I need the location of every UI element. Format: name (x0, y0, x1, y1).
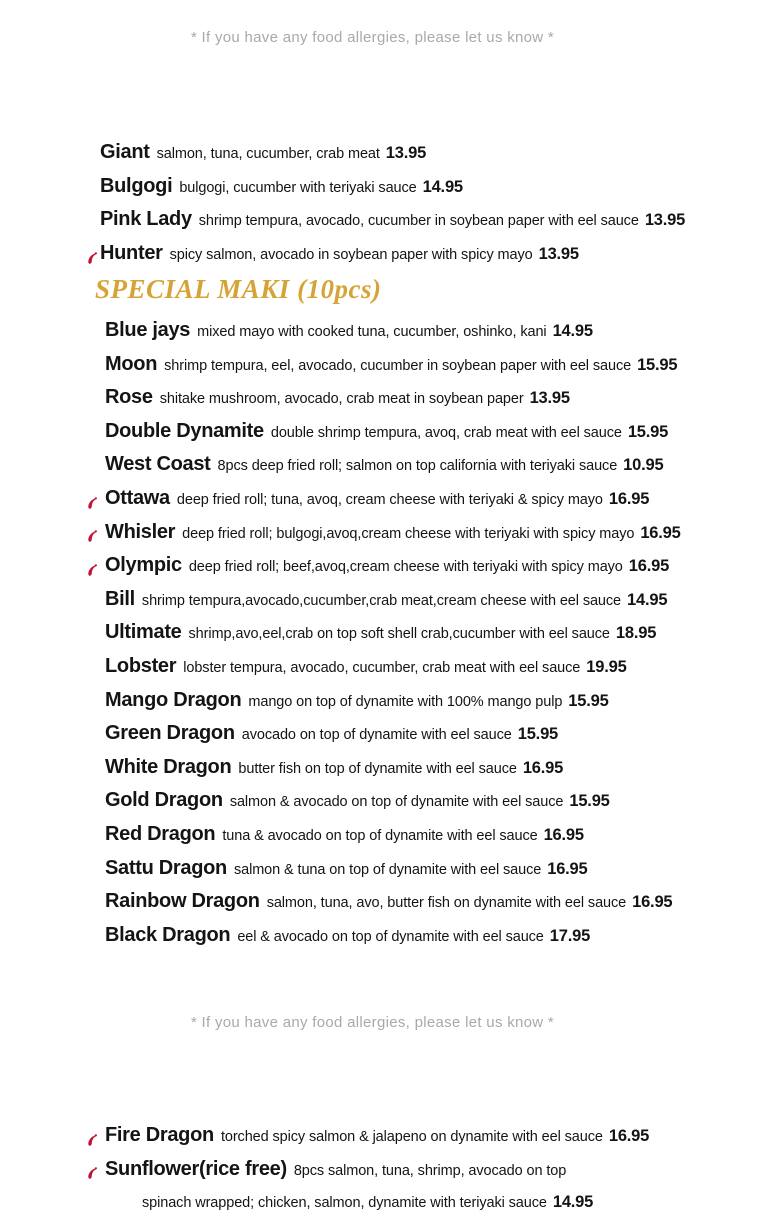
menu-item-description: butter fish on top of dynamite with eel sauce (238, 760, 517, 777)
menu-item-name: Red Dragon (105, 822, 216, 845)
menu-item-name: Green Dragon (105, 722, 235, 745)
menu-item-name: Rose (105, 386, 153, 409)
allergy-note-top: * If you have any food allergies, please let us know * (190, 29, 555, 46)
menu-item-row (0, 650, 771, 684)
menu-item-description: salmon & avocado on top of dynamite with eel sauce (229, 794, 564, 811)
menu-item-price: 15.95 (627, 422, 669, 441)
menu-item-row (0, 415, 771, 449)
chili-pepper-icon (85, 245, 100, 260)
menu-item-row (0, 1153, 771, 1187)
menu-item-description: shitake mushroom, avocado, crab meat in soybean paper (159, 391, 524, 408)
menu-item-name: Rainbow Dragon (105, 890, 260, 913)
menu-item-name: Sattu Dragon (105, 856, 227, 879)
menu-group-special-maki (0, 314, 771, 952)
menu-item-price: 14.95 (552, 322, 593, 340)
menu-item-row (0, 818, 771, 852)
menu-item-name: Double Dynamite (105, 419, 264, 442)
menu-group-bottom (0, 1119, 771, 1216)
menu-item-description: mixed mayo with cooked tuna, cucumber, oshinko, kani (197, 324, 547, 340)
menu-item-name: Gold Dragon (105, 789, 223, 812)
menu-item-row (0, 784, 771, 818)
menu-item-price: 18.95 (615, 624, 657, 643)
section-header-special-maki: SPECIAL MAKI (10pcs) (95, 274, 382, 304)
menu-item-price: 15.95 (568, 691, 609, 710)
menu-item-description: salmon & tuna on top of dynamite with eel sauce (233, 861, 542, 878)
chili-pepper-icon (85, 1161, 100, 1176)
menu-item-row (0, 237, 771, 271)
menu-item-row (0, 381, 771, 415)
menu-item-description: shrimp tempura, avocado, cucumber in soybean paper with eel sauce (198, 213, 639, 230)
allergy-note-bottom: * If you have any food allergies, please let us know * (190, 1014, 555, 1031)
menu-item-name: Fire Dragon (105, 1124, 214, 1146)
menu-item-price: 16.95 (632, 893, 673, 912)
menu-item-price: 15.95 (637, 355, 678, 374)
menu-item-description: 8pcs deep fried roll; salmon on top california with teriyaki sauce (217, 458, 618, 475)
menu-item-price: 16.95 (640, 523, 681, 542)
menu-item-name: Giant (100, 141, 150, 163)
menu-item-name: Pink Lady (100, 208, 192, 231)
menu-item-row (0, 314, 771, 348)
menu-item-name: Mango Dragon (105, 688, 242, 711)
menu-item-row (0, 885, 771, 919)
menu-item-name: Hunter (100, 241, 163, 264)
menu-item-price: 16.95 (628, 557, 670, 576)
menu-item-row (0, 583, 771, 617)
menu-item-name: Whisler (105, 520, 176, 543)
menu-item-description: double shrimp tempura, avoq, crab meat with eel sauce (270, 424, 622, 441)
menu-item-description: deep fried roll; beef,avoq,cream cheese with teriyaki with spicy mayo (188, 559, 623, 576)
menu-item-price: 16.95 (543, 825, 584, 844)
menu-item-description: bulgogi, cucumber with teriyaki sauce (179, 179, 417, 196)
menu-item-price: 14.95 (552, 1193, 594, 1212)
menu-item-name: Olympic (105, 554, 182, 577)
menu-item-row (0, 616, 771, 650)
menu-item-row (0, 448, 771, 482)
menu-item-price: 14.95 (627, 590, 668, 609)
menu-item-row (0, 919, 771, 953)
menu-item-name: Black Dragon (105, 923, 231, 946)
menu-item-row (0, 1186, 771, 1216)
menu-item-row (0, 717, 771, 751)
menu-item-name: Lobster (105, 654, 177, 677)
menu-item-price: 16.95 (547, 859, 588, 878)
menu-item-price: 10.95 (623, 456, 664, 475)
menu-item-price: 15.95 (569, 792, 610, 811)
menu-item-row (0, 549, 771, 583)
menu-item-row (0, 852, 771, 886)
menu-item-price: 16.95 (522, 758, 564, 777)
menu-item-description: lobster tempura, avocado, cucumber, crab meat with eel sauce (183, 659, 581, 676)
menu-item-description: deep fried roll; tuna, avoq, cream cheese with teriyaki & spicy mayo (176, 491, 603, 508)
menu-item-price: 16.95 (608, 1127, 650, 1145)
menu-item-name: Moon (105, 352, 158, 375)
menu-item-price: 13.95 (538, 244, 579, 263)
menu-item-description: shrimp tempura, eel, avocado, cucumber in soybean paper with eel sauce (164, 357, 632, 374)
menu-item-description: tuna & avocado on top of dynamite with eel sauce (222, 827, 538, 844)
menu-item-row (0, 348, 771, 382)
menu-item-description: avocado on top of dynamite with eel sauce (241, 727, 512, 744)
menu-item-name: White Dragon (105, 755, 232, 778)
chili-pepper-icon (85, 1127, 100, 1142)
menu-item-row (0, 684, 771, 718)
chili-pepper-icon (85, 490, 100, 505)
menu-item-name: Bill (105, 587, 135, 610)
chili-pepper-icon (85, 524, 100, 539)
menu-item-price: 14.95 (422, 177, 463, 196)
menu-item-row (0, 482, 771, 516)
menu-item-price: 17.95 (549, 926, 591, 945)
chili-pepper-icon (85, 557, 100, 572)
menu-item-price: 16.95 (608, 489, 650, 508)
menu-item-row (0, 1119, 771, 1153)
menu-item-row (0, 203, 771, 237)
menu-item-price: 15.95 (517, 725, 559, 744)
menu-item-name: Ottawa (105, 486, 170, 509)
menu-item-row (0, 516, 771, 550)
menu-item-price: 13.95 (644, 211, 686, 230)
menu-item-description: torched spicy salmon & jalapeno on dynamite with eel sauce (220, 1129, 603, 1145)
menu-item-description: salmon, tuna, avo, butter fish on dynamite with eel sauce (266, 895, 627, 912)
menu-group-top (0, 136, 771, 270)
menu-item-row (0, 751, 771, 785)
menu-item-description: spinach wrapped; chicken, salmon, dynamite with teriyaki sauce (142, 1195, 547, 1212)
menu-item-description: shrimp tempura,avocado,cucumber,crab meat,cream cheese with eel sauce (141, 592, 622, 609)
menu-item-name: West Coast (105, 453, 211, 476)
menu-item-description: 8pcs salmon, tuna, shrimp, avocado on top (293, 1162, 567, 1179)
menu-item-name: Bulgogi (100, 174, 173, 197)
menu-item-description: deep fried roll; bulgogi,avoq,cream cheese with teriyaki with spicy mayo (182, 525, 635, 542)
menu-item-name: Blue jays (105, 319, 191, 341)
menu-item-price: 13.95 (529, 389, 570, 408)
menu-item-description: eel & avocado on top of dynamite with eel sauce (237, 928, 544, 945)
menu-item-row (0, 136, 771, 170)
menu-item-price: 13.95 (385, 144, 427, 162)
menu-item-name: Ultimate (105, 621, 182, 644)
menu-item-description: shrimp,avo,eel,crab on top soft shell crab,cucumber with eel sauce (188, 626, 610, 643)
menu-item-price: 19.95 (586, 657, 627, 676)
menu-item-description: mango on top of dynamite with 100% mango pulp (248, 693, 563, 710)
menu-item-description: spicy salmon, avocado in soybean paper with spicy mayo (169, 246, 533, 263)
menu-item-row (0, 170, 771, 204)
menu-item-description: salmon, tuna, cucumber, crab meat (156, 146, 380, 162)
menu-item-name: Sunflower(rice free) (105, 1157, 287, 1180)
